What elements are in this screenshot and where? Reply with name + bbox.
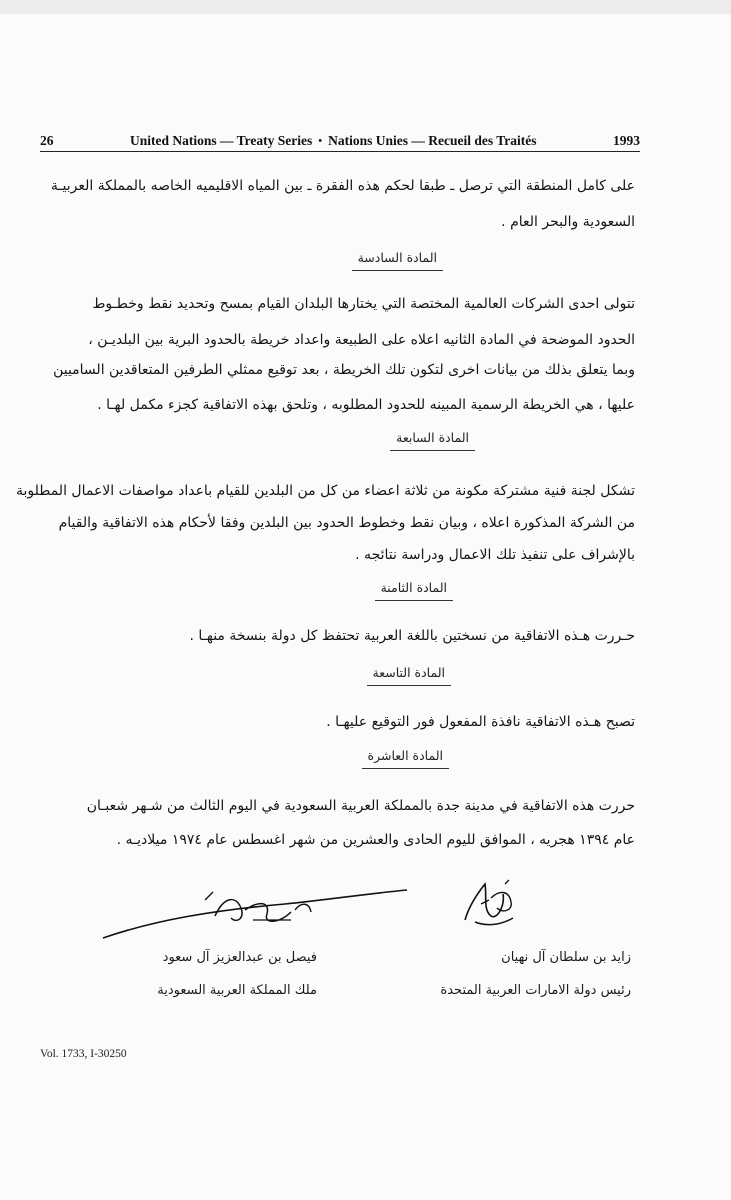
page-number: 26 <box>40 133 54 148</box>
article-7-heading-underline <box>390 450 475 451</box>
article-6-heading <box>358 250 437 267</box>
bullet-separator: • <box>318 135 323 147</box>
series-title <box>130 133 536 149</box>
article-10-heading-text: المادة العاشرة <box>367 748 443 763</box>
series-title-fr: Nations Unies — Recueil des Traités <box>328 133 537 148</box>
article-6-heading-underline <box>352 270 443 271</box>
article-6-line-2: الحدود الموضحة في المادة الثانيه اعلاه على الطبيعة واعداد خريطة بالحدود البرية بين البلديـن ، <box>88 332 635 348</box>
article-10-heading <box>368 748 443 765</box>
volume-reference: Vol. 1733, I-30250 <box>40 1048 127 1060</box>
article-8-line-1: حـررت هـذه الاتفاقية من نسختين باللغة العربية تحتفظ كل دولة بنسخة منهـا . <box>189 628 635 644</box>
page-year: 1993 <box>612 133 640 148</box>
article-8-heading-text: المادة الثامنة <box>380 580 447 595</box>
intro-line-2: السعودية والبحر العام . <box>501 214 635 230</box>
article-10-line-2: عام ١٣٩٤ هجريه ، الموافق لليوم الحادى والعشرين من شهر اغسطس عام ١٩٧٤ ميلاديـه . <box>116 832 635 848</box>
screen-top-edge <box>0 0 731 14</box>
article-7-line-1: تشكل لجنة فنية مشتركة مكونة من ثلاثة اعضاء من كل من البلدين للقيام باعداد مواصفات الاعمال المطلوبة <box>15 483 635 499</box>
left-signatory-name: فيصل بن عبدالعزيز آل سعود <box>162 950 317 965</box>
article-9-line-1: تصبح هـذه الاتفاقية نافذة المفعول فور التوقيع عليهـا . <box>326 714 635 730</box>
right-handwritten-signature <box>455 876 525 936</box>
header-rule <box>40 151 640 152</box>
right-signatory-title: رئيس دولة الامارات العربية المتحدة <box>440 983 631 998</box>
article-7-line-3: بالإشراف على تنفيذ تلك الاعمال ودراسة نتائجه . <box>355 547 635 563</box>
article-10-line-1: حررت هذه الاتفاقية في مدينة جدة بالمملكة العربية السعودية في اليوم الثالث من شـهر شعبـان <box>86 798 635 814</box>
article-7-line-2: من الشركة المذكورة اعلاه ، وبيان نقط وخطوط الحدود بين البلدين وفقا لأحكام هذه الاتفاقية والقيام <box>58 515 635 531</box>
article-7-heading-text: المادة السابعة <box>396 430 469 445</box>
page-header <box>40 130 640 152</box>
article-6-heading-text: المادة السادسة <box>357 250 437 265</box>
article-8-heading <box>381 580 447 597</box>
right-signatory-name: زايد بن سلطان آل نهيان <box>501 950 631 965</box>
article-9-heading-text: المادة التاسعة <box>372 665 445 680</box>
article-6-line-3: وبما يتعلق بذلك من بيانات اخرى لتكون تلك الخريطة ، بعد توقيع ممثلي الطرفين المتعاقدين الساميين <box>53 362 635 378</box>
article-6-line-4: عليها ، هي الخريطة الرسمية المبينه للحدود المطلوبه ، وتلحق بهذه الاتفاقية كجزء مكمل لهـا . <box>97 397 635 413</box>
left-handwritten-signature <box>95 880 415 950</box>
article-9-heading-underline <box>367 685 451 686</box>
series-title-en: United Nations — Treaty Series <box>130 133 313 148</box>
article-7-heading <box>396 430 469 447</box>
intro-line-1: على كامل المنطقة التي ترصل ـ طبقا لحكم هذه الفقرة ـ بين المياه الاقليميه الخاصه بالمملكة العربيـة <box>50 178 635 194</box>
article-9-heading <box>373 665 445 682</box>
article-6-line-1: تتولى احدى الشركات العالمية المختصة التي يختارها البلدان القيام بمسح وتحديد نقط وخطـوط <box>92 296 635 312</box>
article-10-heading-underline <box>362 768 449 769</box>
article-8-heading-underline <box>375 600 453 601</box>
left-signatory-title: ملك المملكة العربية السعودية <box>157 983 317 998</box>
